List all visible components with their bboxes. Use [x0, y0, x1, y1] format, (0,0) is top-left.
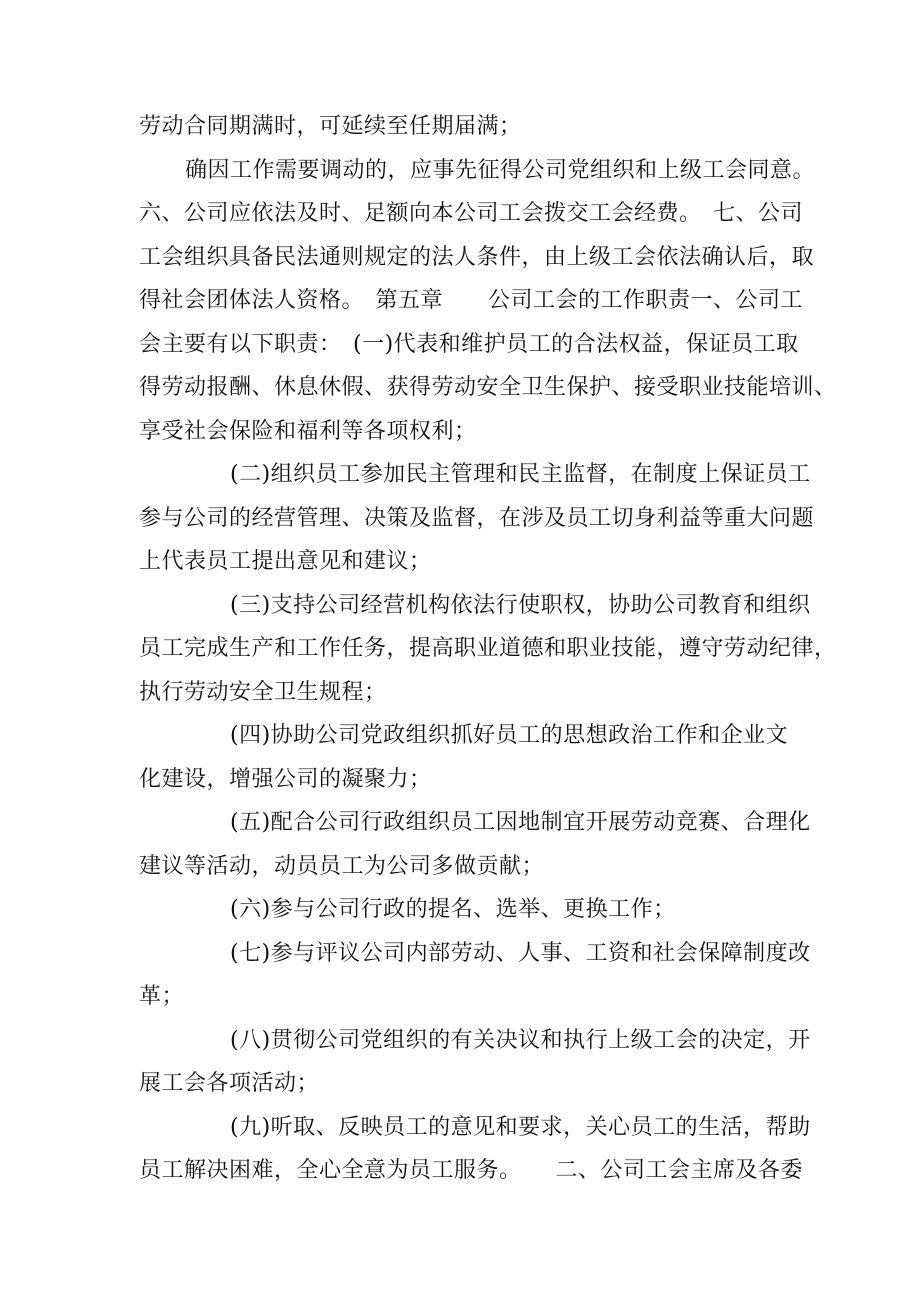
- text-line-21: 革；: [139, 984, 185, 1009]
- text-line-16: 化建设，增强公司的凝聚力；: [139, 766, 432, 792]
- text-line-20: (七)参与评议公司内部劳动、人事、工资和社会保障制度改: [230, 940, 811, 966]
- text-line-3: 六、公司应依法及时、足额向本公司工会拨交工会经费。 七、公司: [139, 201, 804, 226]
- text-line-12: (三)支持公司经营机构依法行使职权，协助公司教育和组织: [230, 592, 811, 618]
- text-line-11: 上代表员工提出意见和建议；: [139, 549, 432, 574]
- text-line-7: 得劳动报酬、休息休假、获得劳动安全卫生保护、接受职业技能培训、: [139, 375, 837, 400]
- text-line-8: 享受社会保险和福利等各项权利；: [139, 418, 477, 444]
- text-line-23: 展工会各项活动；: [139, 1071, 320, 1096]
- text-line-4: 工会组织具备民法通则规定的法人条件，由上级工会依法确认后，取: [139, 244, 815, 270]
- text-line-25: 员工解决困难，全心全意为员工服务。 二、公司工会主席及各委: [139, 1158, 804, 1183]
- text-line-22: (八)贯彻公司党组织的有关决议和执行上级工会的决定，开: [230, 1027, 811, 1053]
- text-line-24: (九)听取、反映员工的意见和要求，关心员工的生活，帮助: [230, 1114, 811, 1140]
- text-line-10: 参与公司的经营管理、决策及监督，在涉及员工切身利益等重大问题: [139, 505, 815, 531]
- text-line-6: 会主要有以下职责： (一)代表和维护员工的合法权益，保证员工取: [139, 331, 799, 357]
- document-body: [139, 105, 837, 1193]
- text-line-9: (二)组织员工参加民主管理和民主监督，在制度上保证员工: [230, 462, 811, 487]
- text-line-2: 确因工作需要调动的，应事先征得公司党组织和上级工会同意。: [185, 157, 816, 183]
- text-line-15: (四)协助公司党政组织抓好员工的思想政治工作和企业文: [230, 723, 789, 748]
- text-line-18: 建议等活动，动员员工为公司多做贡献；: [139, 853, 545, 879]
- text-line-14: 执行劳动安全卫生规程；: [139, 679, 387, 705]
- text-line-17: (五)配合公司行政组织员工因地制宜开展劳动竞赛、合理化: [230, 810, 811, 835]
- text-line-19: (六)参与公司行政的提名、选举、更换工作；: [230, 897, 676, 922]
- text-line-5: 得社会团体法人资格。 第五章 公司工会的工作职责一、公司工: [139, 288, 804, 313]
- text-line-13: 员工完成生产和工作任务，提高职业道德和职业技能，遵守劳动纪律，: [139, 636, 837, 661]
- text-line-1: 劳动合同期满时，可延续至任期届满；: [139, 114, 522, 139]
